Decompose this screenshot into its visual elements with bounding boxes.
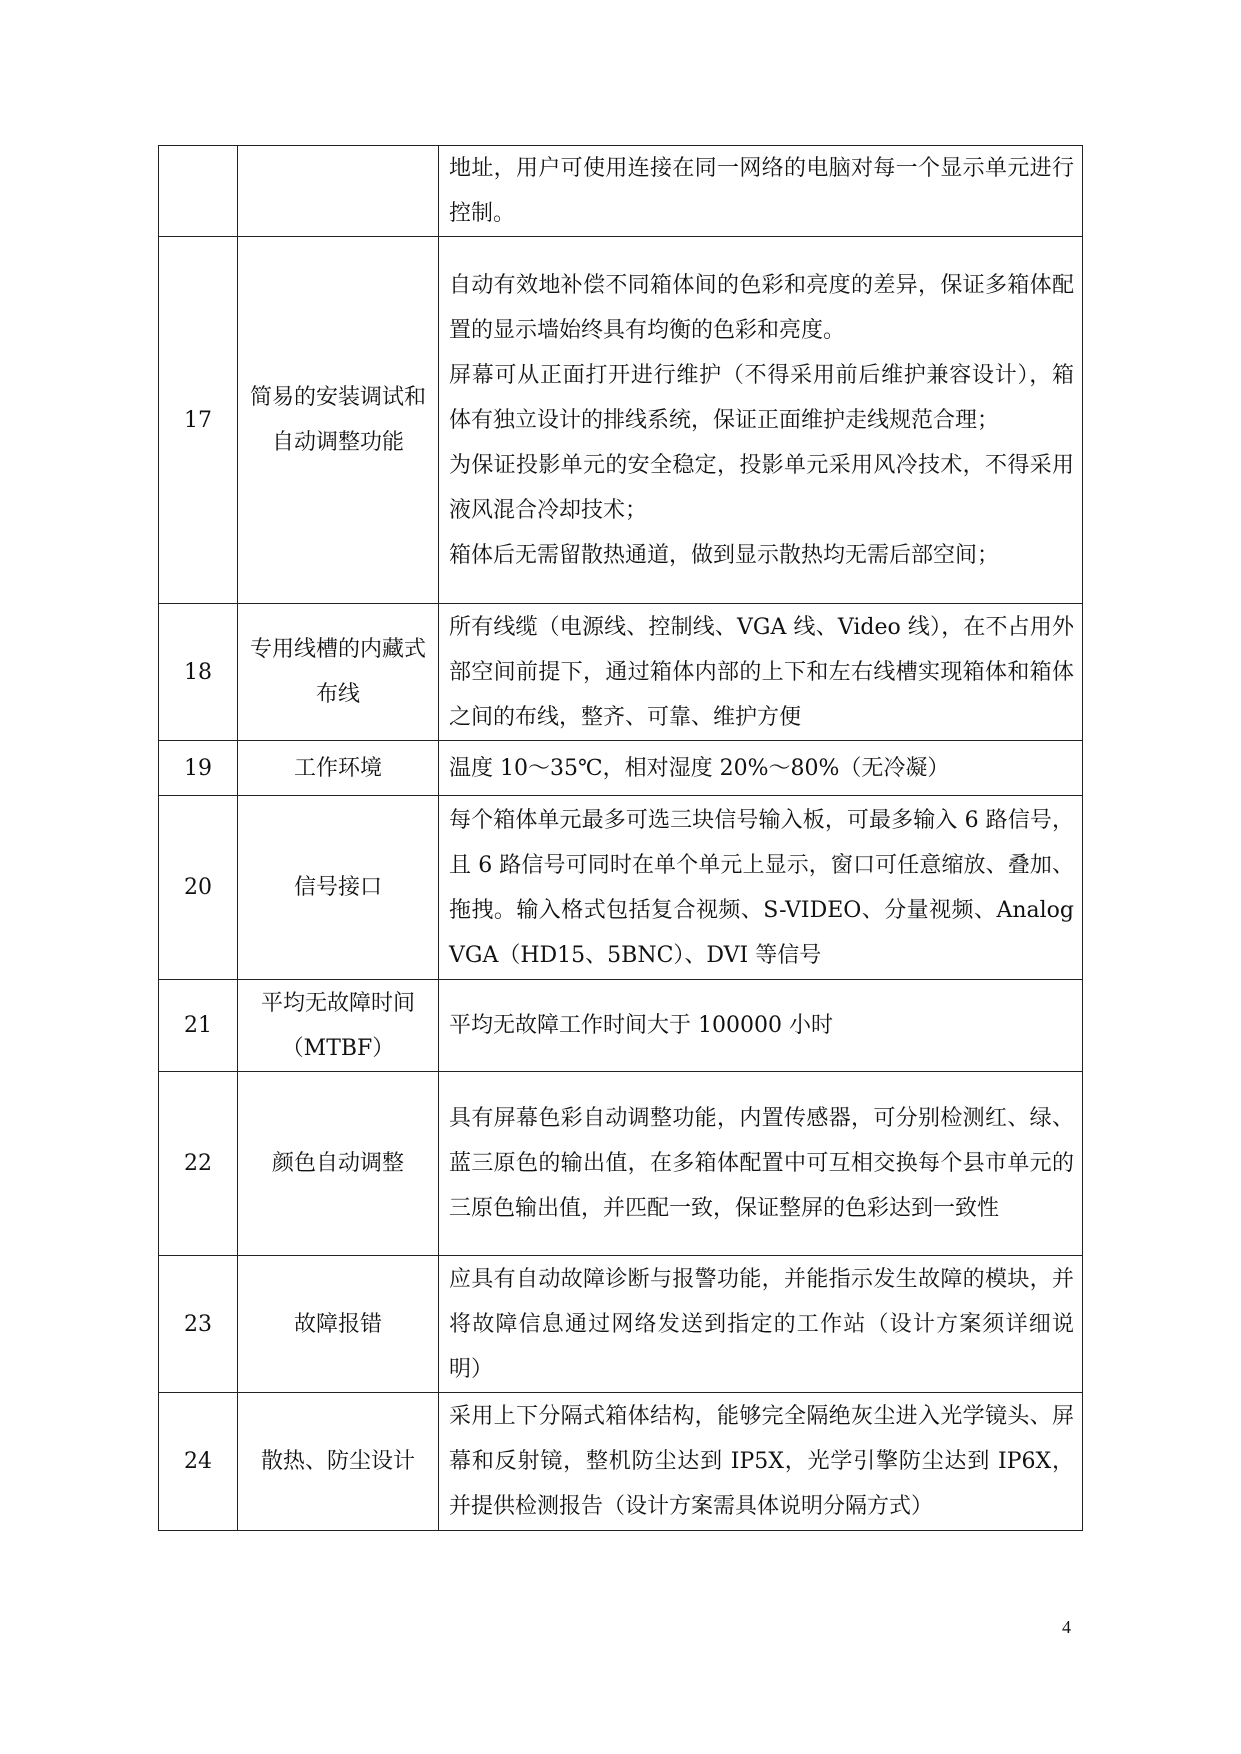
row-description bbox=[439, 146, 1083, 237]
description-paragraph: 自动有效地补偿不同箱体间的色彩和亮度的差异，保证多箱体配置的显示墙始终具有均衡的色彩和亮度。 bbox=[449, 272, 1074, 343]
row-number: 24 bbox=[159, 1393, 238, 1531]
description-paragraph: 屏幕可从正面打开进行维护（不得采用前后维护兼容设计），箱体有独立设计的排线系统，保证正面维护走线规范合理； bbox=[449, 362, 1074, 433]
row-item-name bbox=[238, 237, 439, 604]
item-name-text: 简易的安装调试和自动调整功能 bbox=[250, 385, 427, 455]
row-description bbox=[439, 237, 1083, 604]
description-paragraph: 温度 10～35℃，相对湿度 20%～80%（无冷凝） bbox=[449, 755, 950, 781]
row-item-name bbox=[238, 980, 439, 1072]
table-row bbox=[159, 1256, 1083, 1393]
table-row bbox=[159, 146, 1083, 237]
row-item-name: 信号接口 bbox=[238, 796, 439, 980]
page-number: 4 bbox=[1062, 1617, 1071, 1637]
row-description bbox=[439, 1072, 1083, 1256]
row-description bbox=[439, 796, 1083, 980]
row-number: 22 bbox=[159, 1072, 238, 1256]
description-paragraph: 采用上下分隔式箱体结构，能够完全隔绝灰尘进入光学镜头、屏幕和反射镜，整机防尘达到 IP5X，光学引擎防尘达到 IP6X，并提供检测报告（设计方案需具体说明分隔方式） bbox=[449, 1404, 1074, 1519]
row-description bbox=[439, 604, 1083, 741]
row-item-name: 工作环境 bbox=[238, 741, 439, 796]
row-item-name: 颜色自动调整 bbox=[238, 1072, 439, 1256]
row-description bbox=[439, 741, 1083, 796]
row-number bbox=[159, 146, 238, 237]
row-number: 21 bbox=[159, 980, 238, 1072]
description-paragraph: 应具有自动故障诊断与报警功能，并能指示发生故障的模块，并将故障信息通过网络发送到指定的工作站（设计方案须详细说明） bbox=[449, 1266, 1074, 1382]
table-row bbox=[159, 1393, 1083, 1531]
row-item-name bbox=[238, 604, 439, 741]
description-paragraph: 箱体后无需留散热通道，做到显示散热均无需后部空间； bbox=[449, 542, 1000, 568]
table-row bbox=[159, 980, 1083, 1072]
row-description bbox=[439, 980, 1083, 1072]
row-description bbox=[439, 1393, 1083, 1531]
description-paragraph: 平均无故障工作时间大于 100000 小时 bbox=[449, 1013, 833, 1038]
description-paragraph: 所有线缆（电源线、控制线、VGA 线、Video 线），在不占用外部空间前提下，通过箱体内部的上下和左右线槽实现箱体和箱体之间的布线，整齐、可靠、维护方便 bbox=[449, 614, 1074, 730]
description-paragraph: 为保证投影单元的安全稳定，投影单元采用风冷技术，不得采用液风混合冷却技术； bbox=[449, 452, 1074, 523]
description-paragraph: 每个箱体单元最多可选三块信号输入板，可最多输入 6 路信号，且 6 路信号可同时在单个单元上显示，窗口可任意缩放、叠加、拖拽。输入格式包括复合视频、S-VIDEO、分量视频、Analog VGA（HD15、5BNC）、DVI 等信号 bbox=[449, 807, 1074, 968]
spec-table bbox=[158, 145, 1083, 1531]
item-name-text: 专用线槽的内藏式布线 bbox=[250, 637, 427, 707]
table-row bbox=[159, 741, 1083, 796]
row-number: 20 bbox=[159, 796, 238, 980]
row-number: 23 bbox=[159, 1256, 238, 1393]
row-item-name: 故障报错 bbox=[238, 1256, 439, 1393]
row-number: 17 bbox=[159, 237, 238, 604]
row-number: 19 bbox=[159, 741, 238, 796]
table-row bbox=[159, 604, 1083, 741]
row-item-name: 散热、防尘设计 bbox=[238, 1393, 439, 1531]
table-row bbox=[159, 796, 1083, 980]
table-row bbox=[159, 1072, 1083, 1256]
description-paragraph: 地址，用户可使用连接在同一网络的电脑对每一个显示单元进行控制。 bbox=[449, 156, 1074, 226]
table-row bbox=[159, 237, 1083, 604]
row-number: 18 bbox=[159, 604, 238, 741]
row-item-name bbox=[238, 146, 439, 237]
row-description bbox=[439, 1256, 1083, 1393]
description-paragraph: 具有屏幕色彩自动调整功能，内置传感器，可分别检测红、绿、蓝三原色的输出值，在多箱体配置中可互相交换每个县市单元的三原色输出值，并匹配一致，保证整屏的色彩达到一致性 bbox=[449, 1106, 1074, 1221]
item-name-text: 平均无故障时间（MTBF） bbox=[260, 990, 415, 1061]
